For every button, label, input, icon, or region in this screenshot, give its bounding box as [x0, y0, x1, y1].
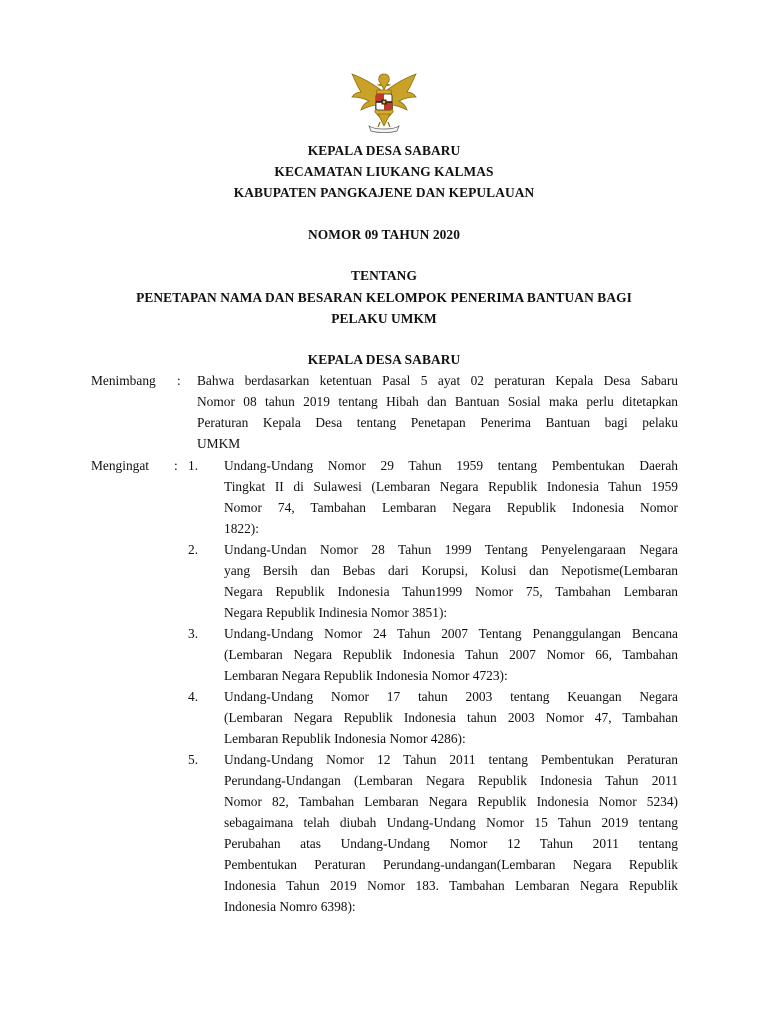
- mengingat-line: Pembentukan Peraturan Perundang-undangan(Lembaran Negara Republik: [224, 857, 678, 872]
- about-title-line-1: PENETAPAN NAMA DAN BESARAN KELOMPOK PENERIMA BANTUAN BAGI: [136, 290, 632, 305]
- mengingat-line: Lembaran Republik Indonesia Nomor 4286):: [224, 731, 466, 746]
- menimbang-paragraph: [197, 370, 678, 454]
- about-label: TENTANG: [351, 268, 417, 283]
- mengingat-line: Negara Republik Indonesia Tahun1999 Nomor 75, Tambahan Lembaran: [224, 584, 678, 599]
- mengingat-line: Perubahan atas Undang-Undang Nomor 12 Tahun 2011 tentang: [224, 836, 678, 851]
- mengingat-item-number: 2.: [188, 542, 199, 557]
- mengingat-line: Lembaran Negara Republik Indonesia Nomor 4723):: [224, 668, 508, 683]
- mengingat-line: (Lembaran Negara Republik Indonesia tahun 2003 Nomor 47, Tambahan: [224, 710, 678, 725]
- mengingat-line: Undang-Undang Nomor 24 Tahun 2007 Tentang Penanggulangan Bencana: [224, 626, 678, 641]
- mengingat-colon: :: [174, 458, 178, 473]
- mengingat-line: Indonesia Tahun 2019 Nomor 183. Tambahan Lembaran Negara Republik: [224, 878, 678, 893]
- mengingat-line: Negara Republik Indinesia Nomor 3851):: [224, 605, 448, 620]
- menimbang-line: Peraturan Kepala Desa tentang Penetapan Penerima Bantuan bagi pelaku: [197, 415, 678, 430]
- mengingat-item-number: 1.: [188, 458, 199, 473]
- authority-title: KEPALA DESA SABARU: [307, 352, 461, 367]
- menimbang-colon: :: [177, 373, 181, 388]
- mengingat-line: Undang-Undang Nomor 29 Tahun 1959 tentang Pembentukan Daerah: [224, 458, 678, 473]
- menimbang-line: UMKM: [197, 436, 241, 451]
- about-title-line-2: PELAKU UMKM: [331, 311, 437, 326]
- mengingat-line: (Lembaran Negara Republik Indonesia Tahun 2007 Nomor 66, Tambahan: [224, 647, 678, 662]
- mengingat-line: Nomor 82, Tambahan Lembaran Negara Republik Indonesia Nomor 5234): [224, 794, 678, 809]
- mengingat-item-3: [224, 623, 678, 686]
- mengingat-line: sebagaimana telah diubah Undang-Undang Nomor 15 Tahun 2019 tentang: [224, 815, 678, 830]
- mengingat-item-number: 3.: [188, 626, 199, 641]
- document-number: NOMOR 09 TAHUN 2020: [307, 227, 461, 242]
- menimbang-line: Bahwa berdasarkan ketentuan Pasal 5 ayat 02 peraturan Kepala Desa Sabaru: [197, 373, 678, 388]
- mengingat-line: Nomor 74, Tambahan Lembaran Negara Republik Indonesia Nomor: [224, 500, 678, 515]
- issuer-title: KEPALA DESA SABARU: [307, 143, 461, 158]
- mengingat-line: Undang-Undan Nomor 28 Tahun 1999 Tentang Penyelengaraan Negara: [224, 542, 678, 557]
- mengingat-item-number: 4.: [188, 689, 199, 704]
- mengingat-item-number: 5.: [188, 752, 199, 767]
- regency-title: KABUPATEN PANGKAJENE DAN KEPULAUAN: [233, 185, 535, 200]
- mengingat-item-4: [224, 686, 678, 749]
- menimbang-label: Menimbang: [91, 373, 156, 388]
- mengingat-line: yang Bersih dan Bebas dari Korupsi, Kolusi dan Nepotisme(Lembaran: [224, 563, 678, 578]
- district-title: KECAMATAN LIUKANG KALMAS: [274, 164, 494, 179]
- mengingat-line: Undang-Undang Nomor 12 Tahun 2011 tentang Pembentukan Peraturan: [224, 752, 678, 767]
- mengingat-line: Tingkat II di Sulawesi (Lembaran Negara Republik Indonesia Tahun 1959: [224, 479, 678, 494]
- menimbang-line: Nomor 08 tahun 2019 tentang Hibah dan Bantuan Sosial maka perlu ditetapkan: [197, 394, 678, 409]
- mengingat-item-5: [224, 749, 678, 917]
- garuda-emblem-icon: [347, 70, 421, 134]
- mengingat-line: Perundang-Undangan (Lembaran Negara Republik Indonesia Tahun 2011: [224, 773, 678, 788]
- mengingat-line: 1822):: [224, 521, 259, 536]
- mengingat-line: Indonesia Nomro 6398):: [224, 899, 356, 914]
- mengingat-item-2: [224, 539, 678, 623]
- mengingat-label: Mengingat: [91, 458, 150, 473]
- mengingat-line: Undang-Undang Nomor 17 tahun 2003 tentang Keuangan Negara: [224, 689, 678, 704]
- mengingat-item-1: [224, 455, 678, 539]
